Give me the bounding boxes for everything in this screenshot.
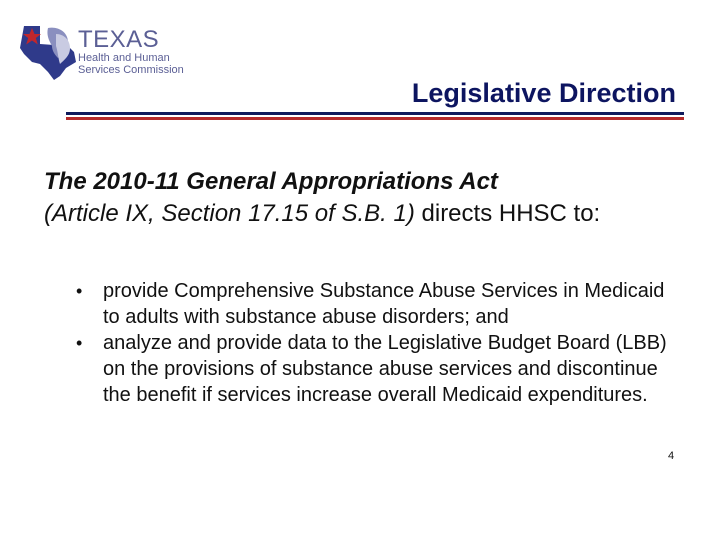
lead-rest: directs HHSC to: [414,200,601,227]
logo-subtitle-line1: Health and Human [78,52,170,64]
hhsc-logo [18,24,208,84]
lead-act-title: The 2010-11 General Appropriations Act [44,168,498,195]
bullet-text: analyze and provide data to the Legislative Budget Board (LBB) on the provisions of substance abuse services and discontinue the benefit if services increase overall Medicaid expenditures. [103,332,667,406]
bullet-list [76,278,686,408]
lead-reference: (Article IX, Section 17.15 of S.B. 1) [44,200,415,227]
slide-title: Legislative Direction [411,78,676,108]
logo-subtitle-line2: Services Commission [78,64,184,76]
bullet-item [76,330,686,408]
logo-texas-text: TEXAS [78,26,160,53]
lead-paragraph [44,166,684,230]
logo-wordmark [78,28,208,76]
page-number: 4 [668,450,675,462]
title-divider-dark [66,112,684,115]
title-divider-red [66,117,684,120]
texas-map-icon [18,24,80,82]
bullet-dot-icon: • [76,281,83,301]
bullet-dot-icon: • [76,333,83,353]
bullet-text: provide Comprehensive Substance Abuse Services in Medicaid to adults with substance abuse disorders; and [103,280,665,328]
bullet-item [76,278,686,330]
